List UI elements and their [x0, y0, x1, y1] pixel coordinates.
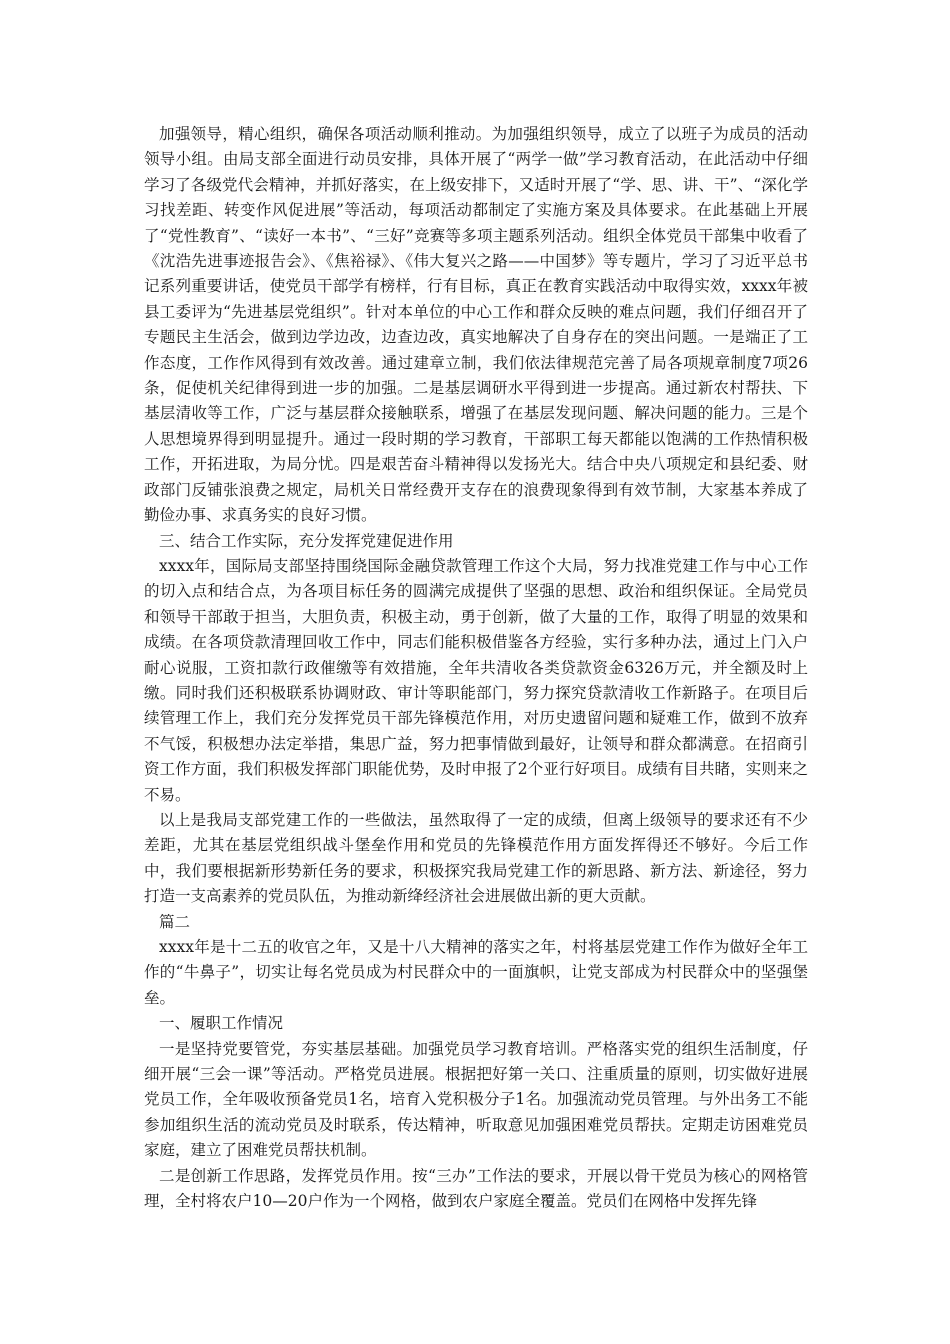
section-heading: 三、结合工作实际，充分发挥党建促进作用 — [159, 531, 454, 550]
document-page — [144, 122, 808, 1214]
part-heading: 篇二 — [159, 912, 191, 931]
body-paragraph: xxxx年是十二五的收官之年，又是十八大精神的落实之年，村将基层党建工作作为做好全年工作的“牛鼻子”，切实让每名党员成为村民群众中的一面旗帜，让党支部成为村民群众中的坚强堡垒。 — [144, 938, 808, 1007]
body-paragraph: 一是坚持党要管党，夯实基层基础。加强党员学习教育培训。严格落实党的组织生活制度，仔细开展“三会一课”等活动。严格党员进展。根据把好第一关口、注重质量的原则，切实做好进展党员工作，全年吸收预备党员1名，培育入党积极分子1名。加强流动党员管理。与外出务工不能参加组织生活的流动党员及时联系，传达精神，听取意见加强困难党员帮扶。定期走访困难党员家庭，建立了困难党员帮扶机制。 — [144, 1039, 808, 1160]
body-paragraph: xxxx年，国际局支部坚持围绕国际金融贷款管理工作这个大局，努力找准党建工作与中心工作的切入点和结合点，为各项目标任务的圆满完成提供了坚强的思想、政治和组织保证。全局党员和领导干部敢于担当，大胆负责，积极主动，勇于创新，做了大量的工作，取得了明显的效果和成绩。在各项贷款清理回收工作中，同志们能积极借鉴各方经验，实行多种办法，通过上门入户耐心说服，工资扣款行政催缴等有效措施，全年共清收各类贷款资金6326万元，并全额及时上缴。同时我们还积极联系协调财政、审计等职能部门，努力探究贷款清收工作新路子。在项目后续管理工作上，我们充分发挥党员干部先锋模范作用，对历史遗留问题和疑难工作，做到不放弃不气馁，积极想办法定举措，集思广益，努力把事情做到最好，让领导和群众都满意。在招商引资工作方面，我们积极发挥部门职能优势，及时申报了2个亚行好项目。成绩有目共睹，实则来之不易。 — [144, 556, 808, 804]
body-paragraph: 以上是我局支部党建工作的一些做法，虽然取得了一定的成绩，但离上级领导的要求还有不少差距，尤其在基层党组织战斗堡垒作用和党员的先锋模范作用方面发挥得还不够好。今后工作中，我们要根据新形势新任务的要求，积极探究我局党建工作的新思路、新方法、新途径，努力打造一支高素养的党员队伍，为推动新绛经济社会进展做出新的更大贡献。 — [144, 810, 808, 906]
body-paragraph: 二是创新工作思路，发挥党员作用。按“三办”工作法的要求，开展以骨干党员为核心的网格管理，全村将农户10—20户作为一个网格，做到农户家庭全覆盖。党员们在网格中发挥先锋 — [144, 1166, 808, 1211]
body-paragraph: 加强领导，精心组织，确保各项活动顺利推动。为加强组织领导，成立了以班子为成员的活动领导小组。由局支部全面进行动员安排，具体开展了“两学一做”学习教育活动，在此活动中仔细学习了各级党代会精神，并抓好落实，在上级安排下，又适时开展了“学、思、讲、干”、“深化学习找差距、转变作风促进展”等活动，每项活动都制定了实施方案及具体要求。在此基础上开展了“党性教育”、“读好一本书”、“三好”竞赛等多项主题系列活动。组织全体党员干部集中收看了《沈浩先进事迹报告会》、《焦裕禄》、《伟大复兴之路——中国梦》等专题片，学习了习近平总书记系列重要讲话，使党员干部学有榜样，行有目标，真正在教育实践活动中取得实效，xxxx年被县工委评为“先进基层党组织”。针对本单位的中心工作和群众反映的难点问题，我们仔细召开了专题民主生活会，做到边学边改，边查边改，真实地解决了自身存在的突出问题。一是端正了工作态度，工作作风得到有效改善。通过建章立制，我们依法律规范完善了局各项规章制度7项26条，促使机关纪律得到进一步的加强。二是基层调研水平得到进一步提高。通过新农村帮扶、下基层清收等工作，广泛与基层群众接触联系，增强了在基层发现问题、解决问题的能力。三是个人思想境界得到明显提升。通过一段时期的学习教育，干部职工每天都能以饱满的工作热情积极工作，开拓进取，为局分忧。四是艰苦奋斗精神得以发扬光大。结合中央八项规定和县纪委、财政部门反铺张浪费之规定，局机关日常经费开支存在的浪费现象得到有效节制，大家基本养成了勤俭办事、求真务实的良好习惯。 — [144, 125, 808, 525]
section-heading: 一、履职工作情况 — [159, 1014, 284, 1033]
